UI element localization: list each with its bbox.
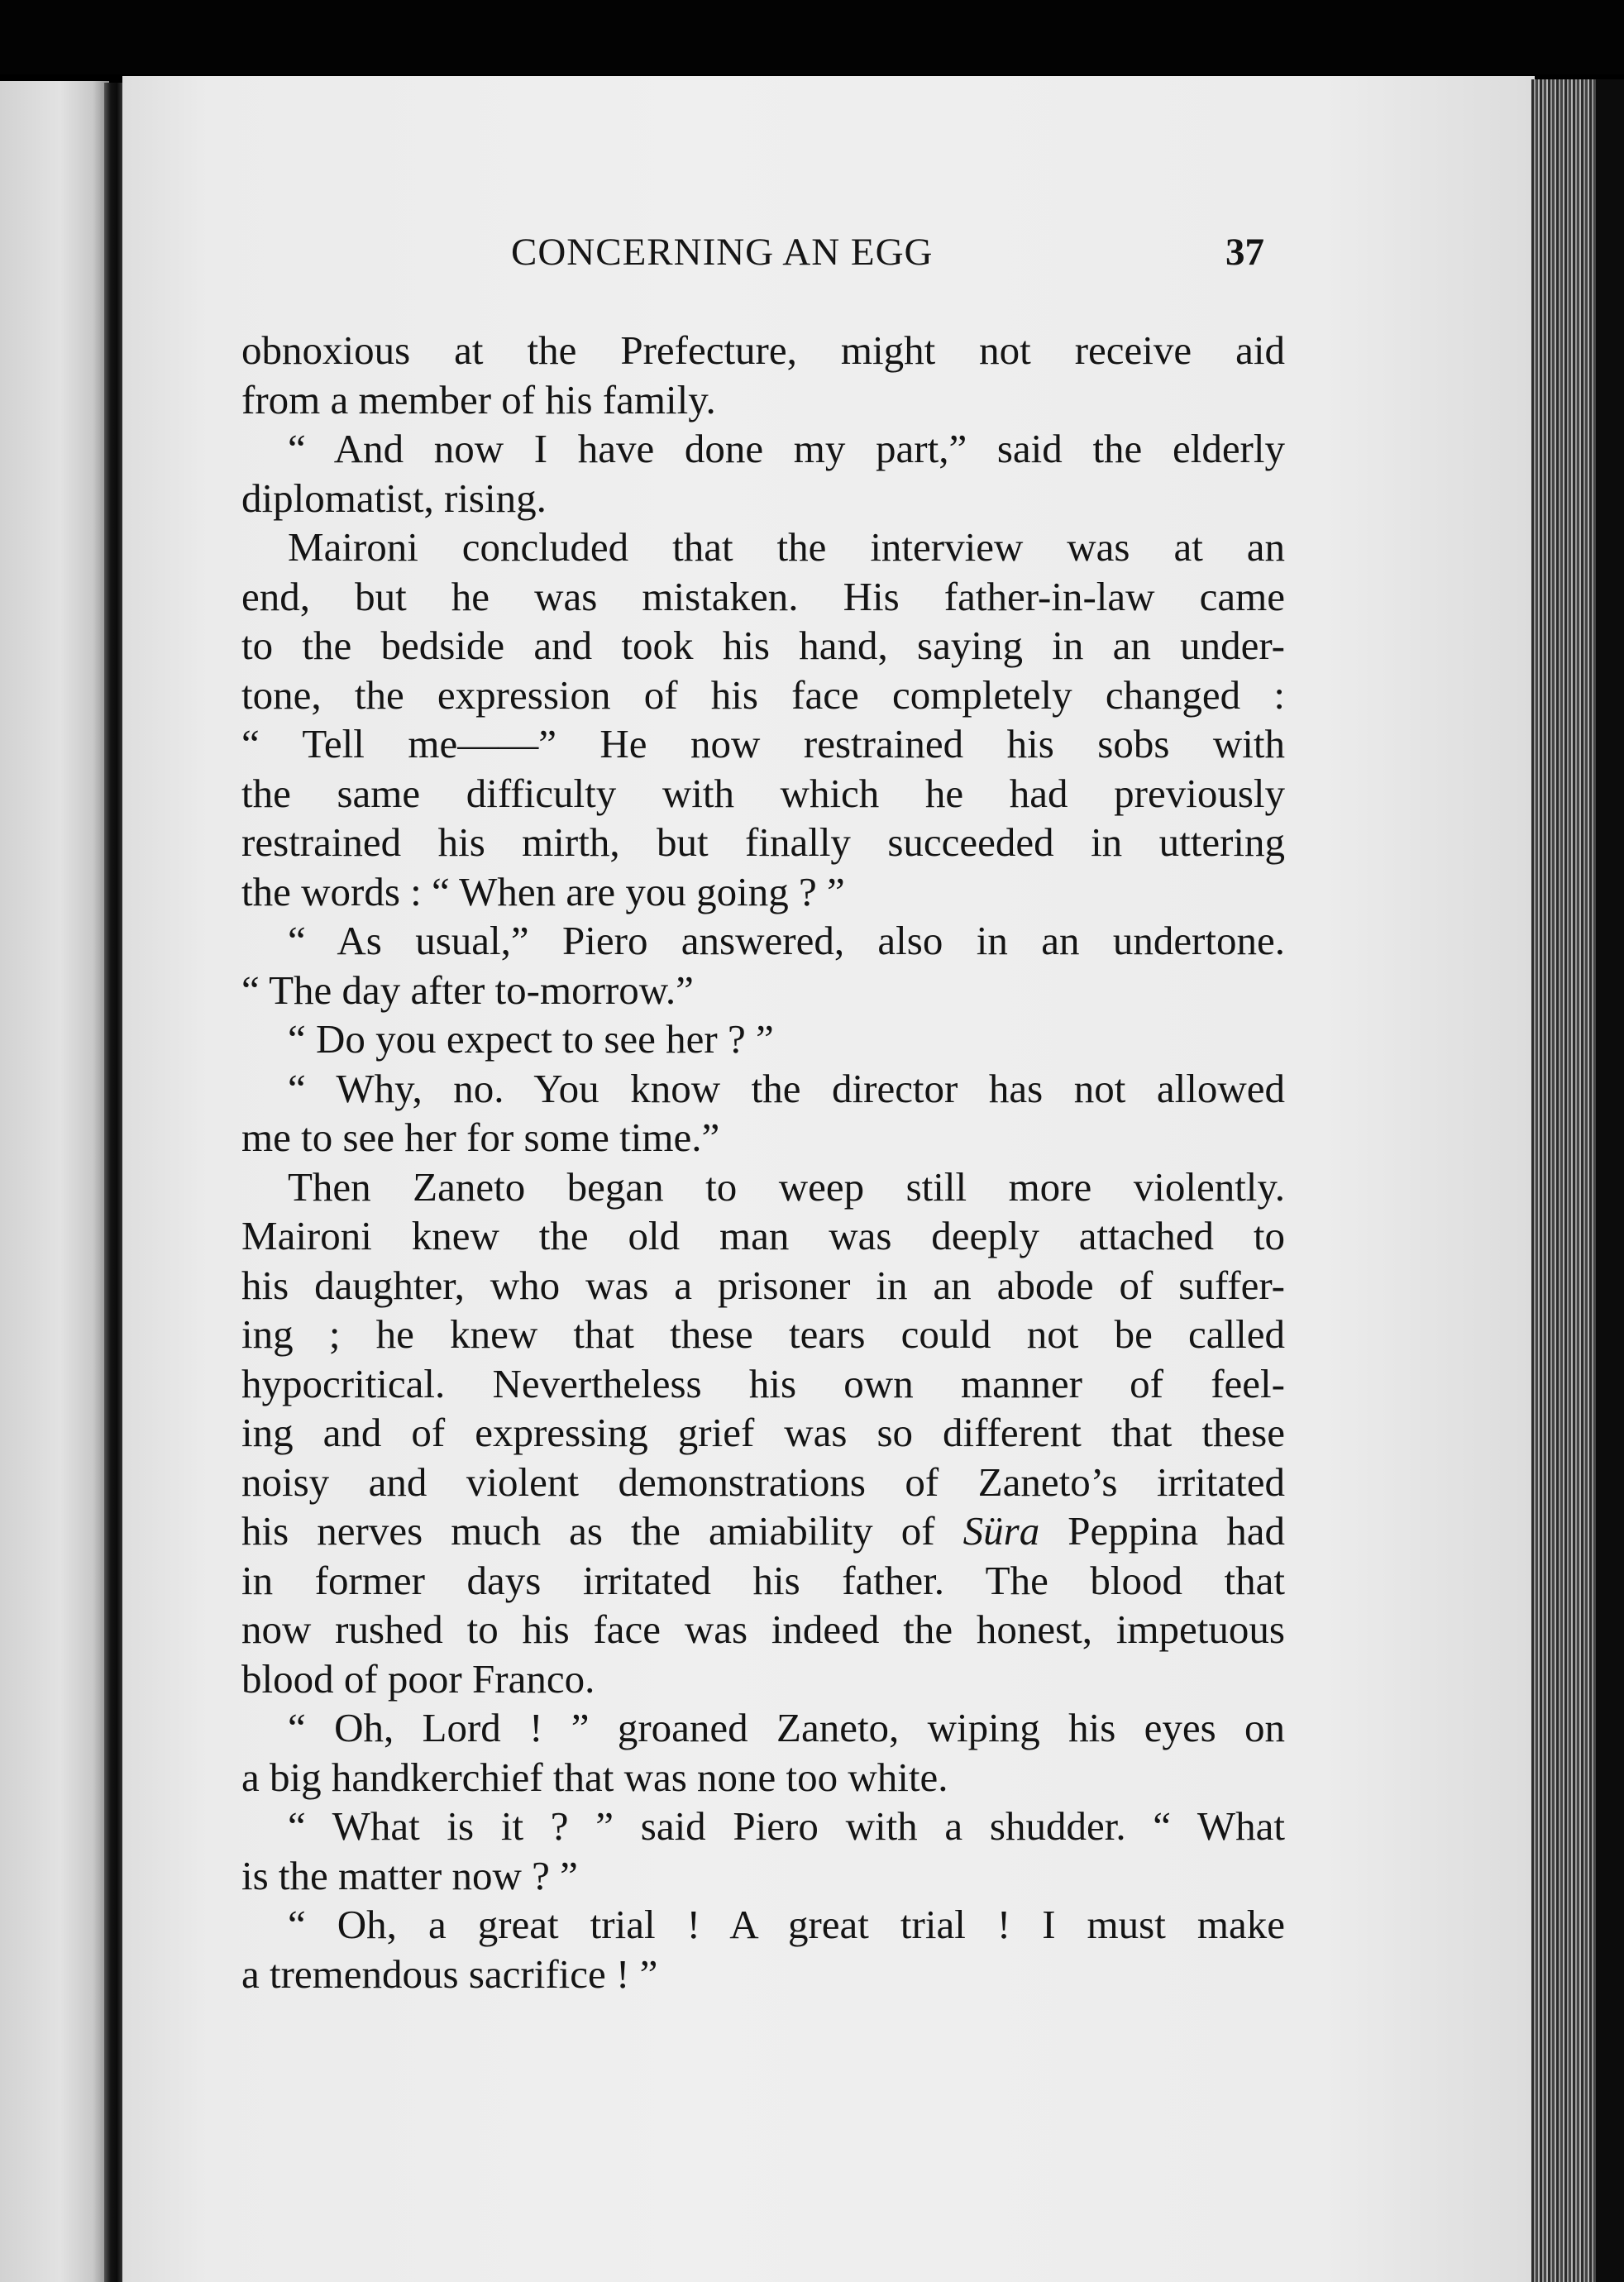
text-line: the words : “ When are you going ? ”	[241, 868, 845, 914]
text-line: hypocritical. Nevertheless his own manner of feel-	[241, 1360, 1285, 1406]
text-line: ing and of expressing grief was so different that these	[241, 1410, 1285, 1455]
text-line: is the matter now ? ”	[241, 1852, 578, 1898]
text-line: end, but he was mistaken. His father-in-law came	[241, 573, 1285, 619]
text-line: to the bedside and took his hand, saying in an under-	[241, 623, 1285, 668]
text-line: obnoxious at the Prefecture, might not receive aid	[241, 327, 1285, 373]
text-line: the same difficulty with which he had previously	[241, 770, 1285, 816]
text-line: a tremendous sacrifice ! ”	[241, 1950, 658, 1997]
facing-page-edge	[0, 81, 109, 2282]
text-line: a big handkerchief that was none too white.	[241, 1754, 948, 1800]
text-line: diplomatist, rising.	[241, 475, 547, 521]
text-line: restrained his mirth, but finally succeeded in uttering	[241, 819, 1285, 865]
text-line: from a member of his family.	[241, 376, 716, 423]
text-line: Maironi concluded that the interview was at an	[288, 524, 1285, 570]
scan-top-margin	[0, 0, 1624, 74]
text-line: “ The day after to-morrow.”	[241, 967, 694, 1013]
text-line: his daughter, who was a prisoner in an abode of suffer-	[241, 1262, 1285, 1308]
text-line: ing ; he knew that these tears could not be called	[241, 1311, 1285, 1357]
text-line: tone, the expression of his face completely changed :	[241, 671, 1285, 718]
text-line: me to see her for some time.”	[241, 1115, 720, 1160]
text-line: his nerves much as the amiability of Süra Peppina had	[241, 1508, 1285, 1554]
text-line: now rushed to his face was indeed the honest, impetuous	[241, 1606, 1285, 1652]
text-line: Then Zaneto began to weep still more violently.	[288, 1163, 1285, 1210]
book-gutter	[104, 83, 122, 2282]
text-line: noisy and violent demonstrations of Zaneto’s irritated	[241, 1458, 1285, 1505]
text-line: “ Oh, a great trial ! A great trial ! I must make	[288, 1902, 1285, 1947]
text-line: Maironi knew the old man was deeply attached to	[241, 1213, 1285, 1258]
text-line: in former days irritated his father. The blood that	[241, 1557, 1285, 1603]
body-text	[241, 326, 1285, 1998]
italic-name: Süra	[962, 1508, 1040, 1554]
text-line: “ Do you expect to see her ? ”	[288, 1016, 774, 1062]
text-line: “ As usual,” Piero answered, also in an undertone.	[288, 918, 1285, 963]
text-line: “ Tell me——” He now restrained his sobs with	[241, 721, 1285, 766]
text-line: “ What is it ? ” said Piero with a shudder. “ What	[288, 1803, 1285, 1849]
text-line: “ Why, no. You know the director has not allowed	[288, 1065, 1285, 1111]
text-line: blood of poor Franco.	[241, 1655, 595, 1702]
page-number: 37	[1225, 231, 1264, 274]
page-stack-edge	[1531, 79, 1624, 2282]
text-line: “ Oh, Lord ! ” groaned Zaneto, wiping his eyes on	[288, 1705, 1285, 1750]
page-header	[122, 230, 1535, 288]
running-head: CONCERNING AN EGG	[511, 231, 934, 274]
text-line: “ And now I have done my part,” said the elderly	[288, 426, 1285, 471]
